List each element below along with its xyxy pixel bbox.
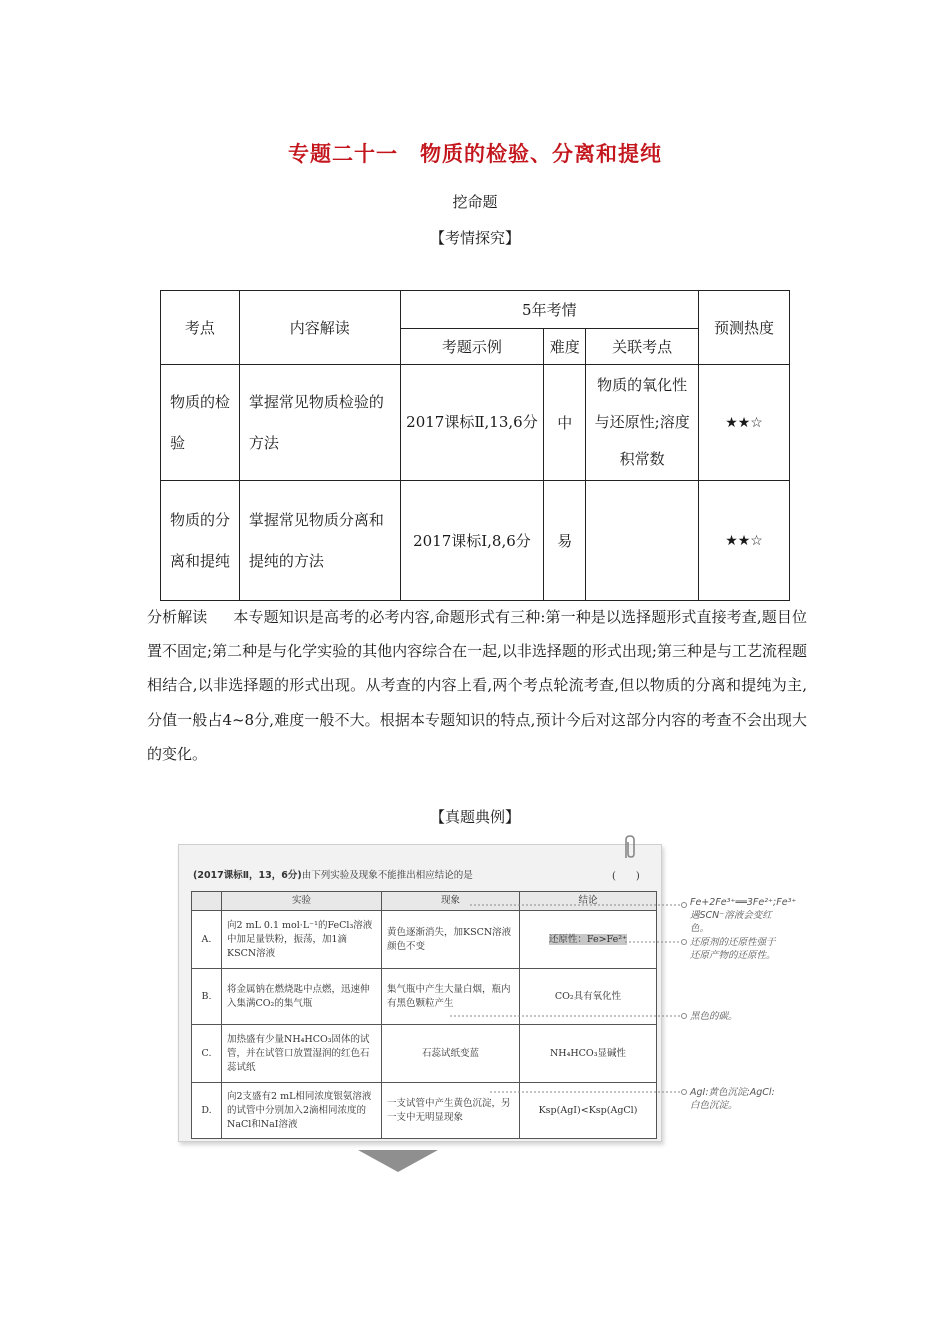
cell-kaodian: 物质的分离和提纯 (161, 481, 240, 601)
cell-redu: ★★☆ (699, 365, 790, 481)
cell-shiyan: 向2支盛有2 mL相同浓度银氨溶液的试管中分别加入2滴相同浓度的NaCl和NaI溶液 (222, 1083, 382, 1139)
cell-xianxiang: 一支试管中产生黄色沉淀，另一支中无明显现象 (382, 1083, 520, 1139)
example-question-text: 由下列实验及现象不能推出相应结论的是 (301, 870, 473, 881)
example-source: (2017课标Ⅱ，13，6分) (193, 870, 302, 881)
cell-shiyan: 向2 mL 0.1 mol·L⁻¹的FeCl₃溶液中加足量铁粉，振荡，加1滴KSCN溶液 (222, 911, 382, 969)
option-label: C. (192, 1025, 222, 1083)
answer-paren: ( ) (612, 871, 640, 882)
cell-nandu: 中 (544, 365, 586, 481)
highlighted-conclusion: 还原性：Fe>Fe²⁺ (548, 933, 628, 945)
header-kaodian: 考点 (161, 291, 240, 365)
cell-jielun: Ksp(AgI)<Ksp(AgCl) (520, 1083, 657, 1139)
annotation-note: AgI:黄色沉淀;AgCl:白色沉淀。 (690, 1087, 775, 1111)
option-label: A. (192, 911, 222, 969)
annotation-note: 还原剂的还原性强于还原产物的还原性。 (690, 937, 776, 961)
header-nandu: 难度 (544, 329, 586, 365)
exam-heading: 【考情探究】 (429, 229, 520, 247)
header-guanlian: 关联考点 (586, 329, 699, 365)
cell-shiyan: 将金属钠在燃烧匙中点燃，迅速伸入集满CO₂的集气瓶 (222, 969, 382, 1025)
cell-jielun: CO₂具有氧化性 (520, 969, 657, 1025)
annotation-note: 黑色的碳。 (690, 1011, 738, 1022)
header-shiyan: 实验 (222, 892, 382, 911)
cell-shili: 2017课标Ⅱ,13,6分 (400, 365, 544, 481)
header-yuce: 预测热度 (699, 291, 790, 365)
option-label: D. (192, 1083, 222, 1139)
header-xianxiang: 现象 (382, 892, 520, 911)
section-label: 挖命题 (452, 193, 498, 211)
cell-xianxiang: 石蕊试纸变蓝 (382, 1025, 520, 1083)
annotation-note: Fe+2Fe³⁺══3Fe²⁺;Fe³⁺遇SCN⁻溶液会变红色。 (690, 897, 797, 934)
header-jielun: 结论 (520, 892, 657, 911)
header-neirong: 内容解读 (239, 291, 400, 365)
cell-redu: ★★☆ (699, 481, 790, 601)
header-5year: 5年考情 (400, 291, 699, 329)
example-heading: 【真题典例】 (429, 808, 520, 826)
analysis-lead: 分析解读 (147, 608, 208, 626)
cell-nandu: 易 (544, 481, 586, 601)
cell-shili: 2017课标Ⅰ,8,6分 (400, 481, 544, 601)
cell-shiyan: 加热盛有少量NH₄HCO₃固体的试管，并在试管口放置湿润的红色石蕊试纸 (222, 1025, 382, 1083)
cell-xianxiang: 集气瓶中产生大量白烟，瓶内有黑色颗粒产生 (382, 969, 520, 1025)
header-shili: 考题示例 (400, 329, 544, 365)
cell-xianxiang: 黄色逐渐消失，加KSCN溶液颜色不变 (382, 911, 520, 969)
cell-guanlian: 物质的氧化性与还原性;溶度积常数 (586, 365, 699, 481)
cell-neirong: 掌握常见物质检验的方法 (239, 365, 400, 481)
cell-kaodian: 物质的检验 (161, 365, 240, 481)
option-label: B. (192, 969, 222, 1025)
page-title: 专题二十一 物质的检验、分离和提纯 (288, 142, 662, 166)
analysis-text: 本专题知识是高考的必考内容,命题形式有三种:第一种是以选择题形式直接考查,题目位置不固定;第二种是与化学实验的其他内容综合在一起,以非选择题的形式出现;第三种是与工艺流程题相结合,以非选择题的形式出现。从考查的内容上看,两个考点轮流考查,但以物质的分离和提纯为主,分值一般占4~8分,难度一般不大。根据本专题知识的特点,预计今后对这部分内容的考查不会出现大的变化。 (147, 608, 807, 763)
cell-jielun: NH₄HCO₃显碱性 (520, 1025, 657, 1083)
cell-neirong: 掌握常见物质分离和提纯的方法 (239, 481, 400, 601)
